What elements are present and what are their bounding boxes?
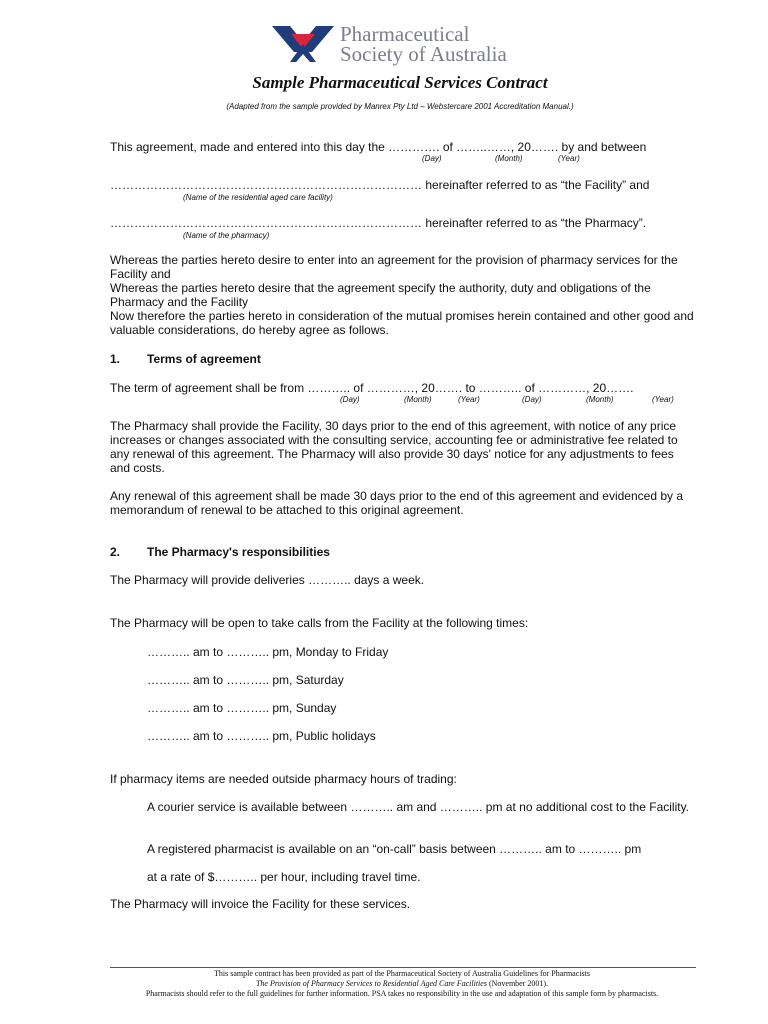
section-1-heading: Terms of agreement xyxy=(147,352,261,366)
term-caption-day-2: (Day) xyxy=(522,395,542,404)
recital-2: Whereas the parties hereto desire that the agreement specify the authority, duty and obligations of the Pharmacy and the Facility xyxy=(110,281,651,309)
term-caption-year-1: (Year) xyxy=(458,395,480,404)
courier-paragraph: A courier service is available between ……….. am and ……….. pm at no additional cost to the Facility. xyxy=(147,800,690,814)
section-2-number: 2. xyxy=(110,545,121,559)
calls-line: The Pharmacy will be open to take calls from the Facility at the following times: xyxy=(110,616,529,630)
section-2-heading: The Pharmacy's responsibilities xyxy=(147,545,330,559)
recital-1: Whereas the parties hereto desire to enter into an agreement for the provision of pharmacy services for the Facility and xyxy=(110,253,678,281)
pharmacy-line: …………………………………………………………………… hereinafter referred to as “the Pharmacy”. xyxy=(110,216,647,230)
renewal-paragraph: Any renewal of this agreement shall be made 30 days prior to the end of this agreement and evidenced by a memorandum of renewal to be attached to this original agreement. xyxy=(110,489,684,517)
caption-month: (Month) xyxy=(495,154,523,163)
logo-line-1: Pharmaceutical xyxy=(340,22,470,46)
facility-line: …………………………………………………………………… hereinafter referred to as “the Facility” and xyxy=(110,178,650,192)
pharmacy-caption: (Name of the pharmacy) xyxy=(183,231,270,240)
document-title: Sample Pharmaceutical Services Contract xyxy=(252,73,548,92)
hours-sunday: ……….. am to ……….. pm, Sunday xyxy=(147,701,337,715)
recitals xyxy=(110,253,698,337)
facility-caption: (Name of the residential aged care facility) xyxy=(183,193,333,202)
footer-line-1: This sample contract has been provided as part of the Pharmaceutical Society of Australia Guidelines for Pharmacists xyxy=(214,969,590,978)
notice-paragraph: The Pharmacy shall provide the Facility, 30 days prior to the end of this agreement, with notice of any price increases or changes associated with the consulting service, accounting fee or administrative fee related to any renewal of this agreement. The Pharmacy will also provide 30 days' notice for any adjustments to fees and costs. xyxy=(110,419,678,475)
outside-hours-line: If pharmacy items are needed outside pharmacy hours of trading: xyxy=(110,772,457,786)
hours-public-holidays: ……….. am to ……….. pm, Public holidays xyxy=(147,729,376,743)
agreement-date-line: This agreement, made and entered into this day the …………. of ……..……, 20……. by and between xyxy=(110,140,647,154)
hours-saturday: ……….. am to ……….. pm, Saturday xyxy=(147,673,344,687)
footer-line-3: Pharmacists should refer to the full guidelines for further information. PSA takes no responsibility in the use and adaptation of this sample form by pharmacists. xyxy=(145,989,659,998)
psa-logo-icon xyxy=(270,22,336,66)
term-caption-day-1: (Day) xyxy=(340,395,360,404)
caption-day: (Day) xyxy=(422,154,442,163)
footer-line-2 xyxy=(92,979,712,989)
hours-weekday: ……….. am to ……….. pm, Monday to Friday xyxy=(147,645,389,659)
caption-year: (Year) xyxy=(558,154,580,163)
section-1-number: 1. xyxy=(110,352,121,366)
invoice-line: The Pharmacy will invoice the Facility for these services. xyxy=(110,897,411,911)
term-caption-month-2: (Month) xyxy=(586,395,614,404)
oncall-line: A registered pharmacist is available on an “on-call” basis between ……….. am to ……….. pm xyxy=(147,842,642,856)
deliveries-line: The Pharmacy will provide deliveries ……….. days a week. xyxy=(110,573,425,587)
guideline-title: The Provision of Pharmacy Services to Residential Aged Care Facilities xyxy=(255,979,487,988)
term-caption-year-2: (Year) xyxy=(652,395,674,404)
recital-3: Now therefore the parties hereto in consideration of the mutual promises herein contained and other good and valuable considerations, do hereby agree as follows. xyxy=(110,309,694,337)
footer-divider xyxy=(110,967,696,968)
psa-logo xyxy=(270,22,336,66)
document-subtitle: (Adapted from the sample provided by Manrex Pty Ltd – Webstercare 2001 Accreditation Manual.) xyxy=(226,102,574,111)
term-line: The term of agreement shall be from ……….. of …………, 20……. to ……….. of …………, 20……. xyxy=(110,381,634,395)
term-caption-month-1: (Month) xyxy=(404,395,432,404)
guideline-date: (November 2001). xyxy=(486,979,549,988)
rate-line: at a rate of $……….. per hour, including travel time. xyxy=(147,870,421,884)
logo-text xyxy=(340,24,507,64)
logo-line-2: Society of Australia xyxy=(340,42,507,66)
